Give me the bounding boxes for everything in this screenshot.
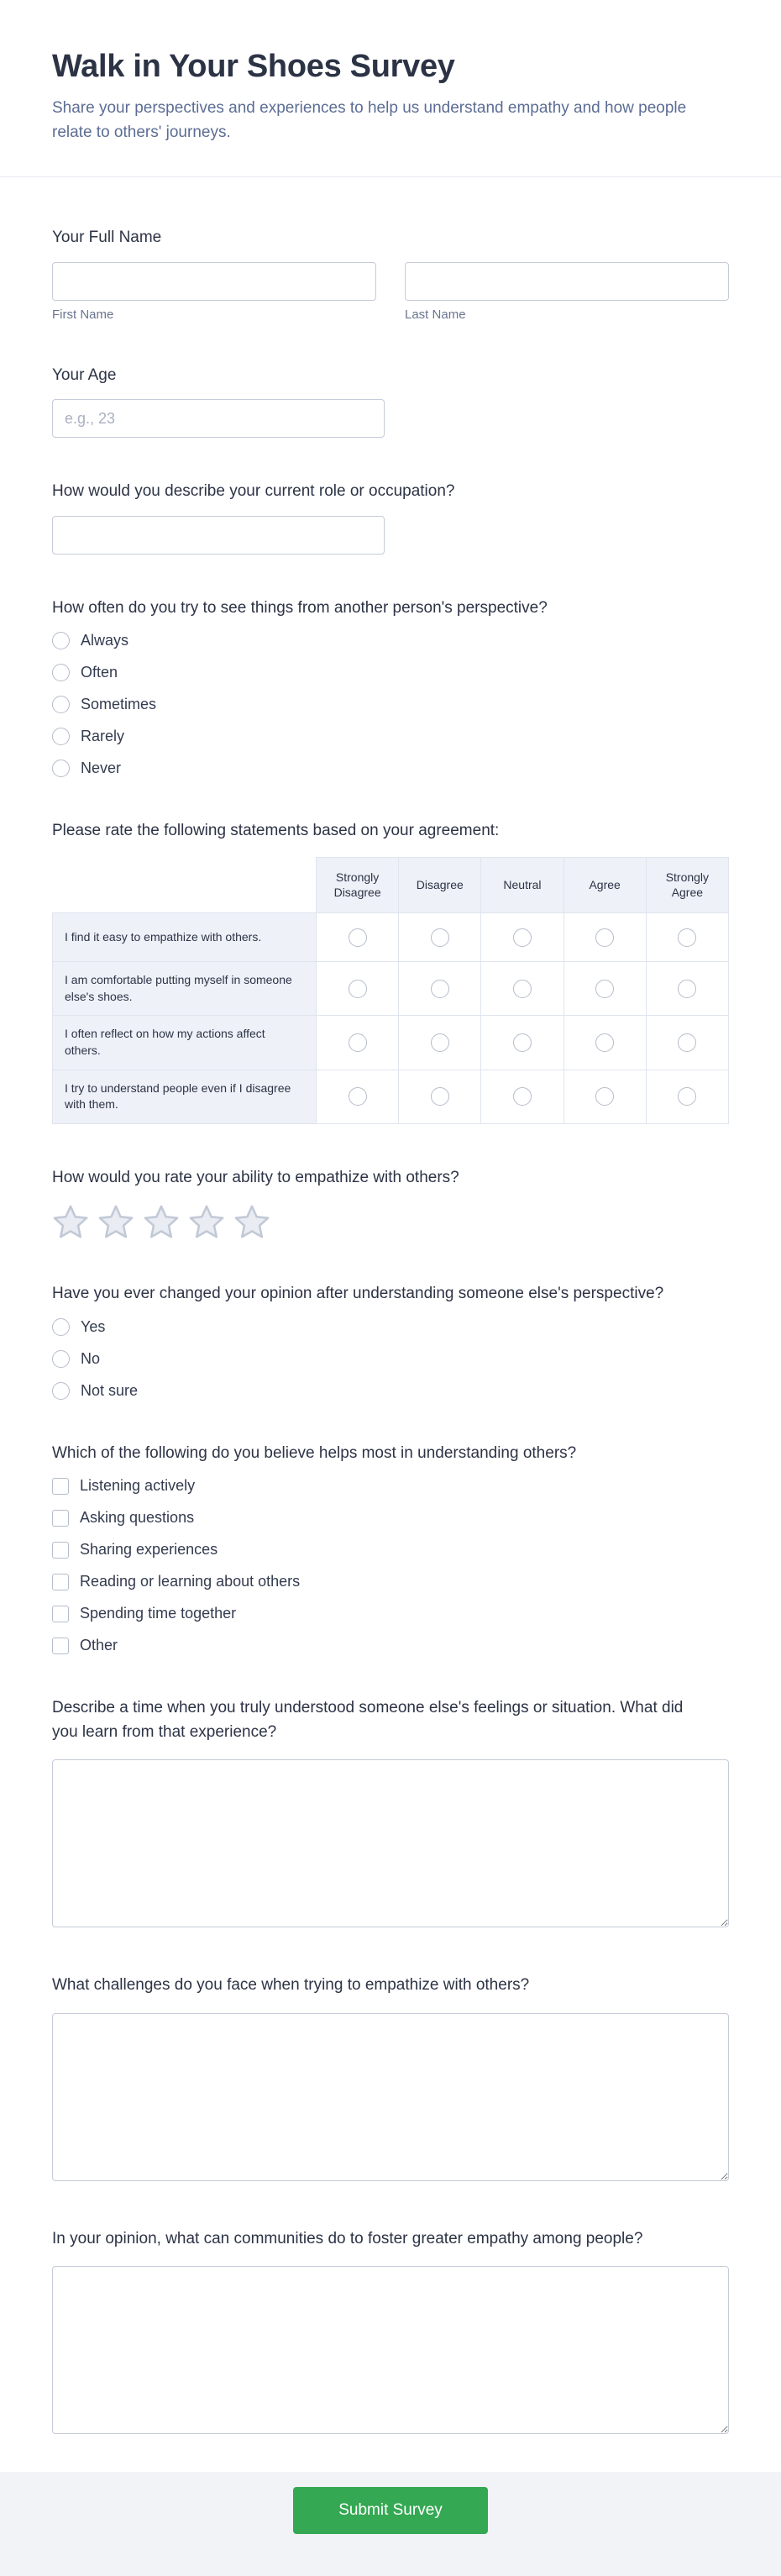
submit-button[interactable]: Submit Survey — [293, 2487, 488, 2534]
radio-icon[interactable] — [513, 928, 532, 947]
matrix-header-row — [53, 857, 729, 913]
star-rating — [52, 1205, 729, 1240]
radio-icon[interactable] — [52, 696, 70, 713]
matrix-row — [53, 913, 729, 962]
submit-bar — [0, 2472, 781, 2552]
question-label: How often do you try to see things from another person's perspective? — [52, 598, 548, 617]
checkbox-option-label: Sharing experiences — [80, 1541, 218, 1559]
question-occupation — [52, 480, 729, 555]
question-label: How would you describe your current role or occupation? — [52, 482, 455, 500]
last-name-field — [405, 262, 729, 322]
star-icon[interactable] — [97, 1205, 134, 1240]
matrix-radio-cell[interactable] — [481, 1070, 563, 1123]
radio-icon[interactable] — [513, 980, 532, 998]
question-label: Which of the following do you believe helps most in understanding others? — [52, 1443, 577, 1462]
radio-icon[interactable] — [349, 928, 367, 947]
checkbox-icon[interactable] — [52, 1542, 69, 1559]
question-perspective-frequency — [52, 597, 729, 778]
form-header — [0, 0, 781, 177]
question-describe-time — [52, 1696, 729, 1932]
question-label: Your Full Name — [52, 229, 162, 246]
radio-option[interactable] — [52, 1318, 729, 1336]
checkbox-option-label: Reading or learning about others — [80, 1573, 301, 1590]
question-challenges — [52, 1974, 729, 2185]
radio-option-label: Sometimes — [81, 696, 157, 712]
radio-option[interactable] — [52, 696, 729, 713]
matrix-row-label: I often reflect on how my actions affect others. — [53, 1016, 317, 1070]
star-icon[interactable] — [233, 1205, 270, 1240]
radio-icon[interactable] — [52, 760, 70, 777]
first-name-field — [52, 262, 376, 322]
matrix-radio-cell[interactable] — [399, 962, 481, 1016]
matrix-radio-cell[interactable] — [317, 962, 399, 1016]
star-icon[interactable] — [188, 1205, 225, 1240]
radio-icon[interactable] — [678, 1087, 696, 1106]
matrix-radio-cell[interactable] — [399, 1070, 481, 1123]
matrix-row — [53, 962, 729, 1016]
matrix-radio-cell[interactable] — [563, 962, 646, 1016]
checkbox-icon[interactable] — [52, 1510, 69, 1527]
checkbox-icon[interactable] — [52, 1574, 69, 1590]
question-label: Your Age — [52, 365, 117, 384]
form-body — [0, 177, 781, 2472]
challenges-textarea[interactable] — [52, 2013, 729, 2181]
age-input[interactable] — [52, 399, 385, 438]
radio-icon[interactable] — [52, 632, 70, 649]
matrix-row-label: I find it easy to empathize with others. — [53, 913, 317, 962]
communities-textarea[interactable] — [52, 2266, 729, 2434]
radio-group — [52, 1318, 729, 1400]
radio-icon[interactable] — [52, 1318, 70, 1336]
radio-option-label: No — [81, 1349, 101, 1367]
checkbox-option-label: Spending time together — [80, 1605, 237, 1622]
radio-icon[interactable] — [52, 728, 70, 745]
radio-icon[interactable] — [431, 980, 449, 998]
radio-icon[interactable] — [349, 980, 367, 998]
radio-icon[interactable] — [349, 1033, 367, 1052]
matrix-column-header: Strongly Agree — [646, 857, 728, 913]
radio-option-label: Often — [81, 664, 118, 681]
radio-icon[interactable] — [52, 664, 70, 681]
question-agreement-matrix — [52, 819, 729, 1124]
checkbox-option-label: Asking questions — [80, 1509, 195, 1527]
checkbox-option[interactable] — [52, 1541, 729, 1559]
radio-icon[interactable] — [52, 1382, 70, 1400]
radio-option[interactable] — [52, 728, 729, 745]
matrix-row-label: I try to understand people even if I disagree with them. — [53, 1070, 317, 1123]
radio-icon[interactable] — [431, 1087, 449, 1106]
checkbox-option[interactable] — [52, 1573, 729, 1590]
radio-option-label: Always — [81, 632, 129, 649]
matrix-radio-cell[interactable] — [646, 1070, 728, 1123]
matrix-row — [53, 1016, 729, 1070]
question-label: How would you rate your ability to empathize with others? — [52, 1168, 459, 1186]
radio-icon[interactable] — [431, 928, 449, 947]
checkbox-icon[interactable] — [52, 1478, 69, 1495]
radio-icon[interactable] — [595, 1087, 614, 1106]
radio-option[interactable] — [52, 1350, 729, 1368]
matrix-column-header: Disagree — [399, 857, 481, 913]
radio-option-label: Never — [81, 760, 122, 776]
question-label: What challenges do you face when trying to empathize with others? — [52, 1976, 530, 1995]
form-subtitle: Share your perspectives and experiences to help us understand empathy and how people relate to others' journeys. — [52, 99, 687, 141]
matrix-table — [52, 857, 729, 1124]
checkbox-option[interactable] — [52, 1477, 729, 1495]
radio-group — [52, 632, 729, 777]
radio-option[interactable] — [52, 632, 729, 649]
describe-time-textarea[interactable] — [52, 1759, 729, 1927]
last-name-input[interactable] — [405, 262, 729, 301]
radio-icon[interactable] — [595, 980, 614, 998]
radio-icon[interactable] — [678, 1033, 696, 1052]
radio-icon[interactable] — [678, 980, 696, 998]
matrix-row — [53, 1070, 729, 1123]
radio-icon[interactable] — [431, 1033, 449, 1052]
checkbox-option[interactable] — [52, 1637, 729, 1654]
matrix-radio-cell[interactable] — [646, 1016, 728, 1070]
matrix-radio-cell[interactable] — [317, 1070, 399, 1123]
radio-option[interactable] — [52, 664, 729, 681]
question-label: Please rate the following statements based on your agreement: — [52, 822, 500, 839]
checkbox-icon[interactable] — [52, 1606, 69, 1622]
first-name-input[interactable] — [52, 262, 376, 301]
radio-icon[interactable] — [595, 1033, 614, 1052]
radio-option-label: Not sure — [81, 1381, 139, 1399]
star-icon[interactable] — [52, 1205, 89, 1240]
matrix-radio-cell[interactable] — [399, 913, 481, 962]
matrix-column-header: Agree — [563, 857, 646, 913]
first-name-sublabel: First Name — [52, 307, 114, 322]
checkbox-option[interactable] — [52, 1605, 729, 1622]
question-understanding-helpers — [52, 1442, 729, 1655]
matrix-radio-cell[interactable] — [481, 1016, 563, 1070]
matrix-radio-cell[interactable] — [646, 962, 728, 1016]
question-opinion-change — [52, 1282, 729, 1400]
question-label: Describe a time when you truly understood someone else's feelings or situation. What did you learn from that experience? — [52, 1699, 684, 1741]
radio-icon[interactable] — [513, 1087, 532, 1106]
radio-icon[interactable] — [678, 928, 696, 947]
question-label: Have you ever changed your opinion after understanding someone else's perspective? — [52, 1285, 664, 1303]
matrix-radio-cell[interactable] — [481, 913, 563, 962]
question-full-name — [52, 226, 729, 322]
name-fields-row — [52, 262, 729, 322]
matrix-radio-cell[interactable] — [317, 1016, 399, 1070]
question-communities — [52, 2227, 729, 2439]
checkbox-icon[interactable] — [52, 1638, 69, 1654]
matrix-radio-cell[interactable] — [563, 1070, 646, 1123]
radio-option[interactable] — [52, 760, 729, 777]
matrix-column-header: Strongly Disagree — [317, 857, 399, 913]
radio-option-label: Yes — [81, 1317, 106, 1335]
matrix-column-header: Neutral — [481, 857, 563, 913]
star-icon[interactable] — [143, 1205, 180, 1240]
matrix-row-label: I am comfortable putting myself in someone else's shoes. — [53, 962, 317, 1016]
checkbox-option[interactable] — [52, 1509, 729, 1527]
radio-icon[interactable] — [513, 1033, 532, 1052]
radio-option[interactable] — [52, 1382, 729, 1400]
checkbox-group — [52, 1477, 729, 1654]
occupation-input[interactable] — [52, 516, 385, 555]
last-name-sublabel: Last Name — [405, 307, 466, 322]
question-empathy-rating — [52, 1166, 729, 1241]
radio-icon[interactable] — [349, 1087, 367, 1106]
checkbox-option-label: Listening actively — [80, 1477, 196, 1495]
radio-icon[interactable] — [52, 1350, 70, 1368]
question-age — [52, 364, 729, 439]
question-label: In your opinion, what can communities do to foster greater empathy among people? — [52, 2229, 643, 2247]
matrix-corner-cell — [53, 857, 317, 913]
matrix-radio-cell[interactable] — [563, 1016, 646, 1070]
matrix-radio-cell[interactable] — [317, 913, 399, 962]
radio-icon[interactable] — [595, 928, 614, 947]
radio-option-label: Rarely — [81, 728, 125, 744]
form-title: Walk in Your Shoes Survey — [52, 49, 455, 84]
matrix-radio-cell[interactable] — [399, 1016, 481, 1070]
matrix-radio-cell[interactable] — [646, 913, 728, 962]
checkbox-option-label: Other — [80, 1637, 118, 1654]
matrix-radio-cell[interactable] — [563, 913, 646, 962]
matrix-radio-cell[interactable] — [481, 962, 563, 1016]
